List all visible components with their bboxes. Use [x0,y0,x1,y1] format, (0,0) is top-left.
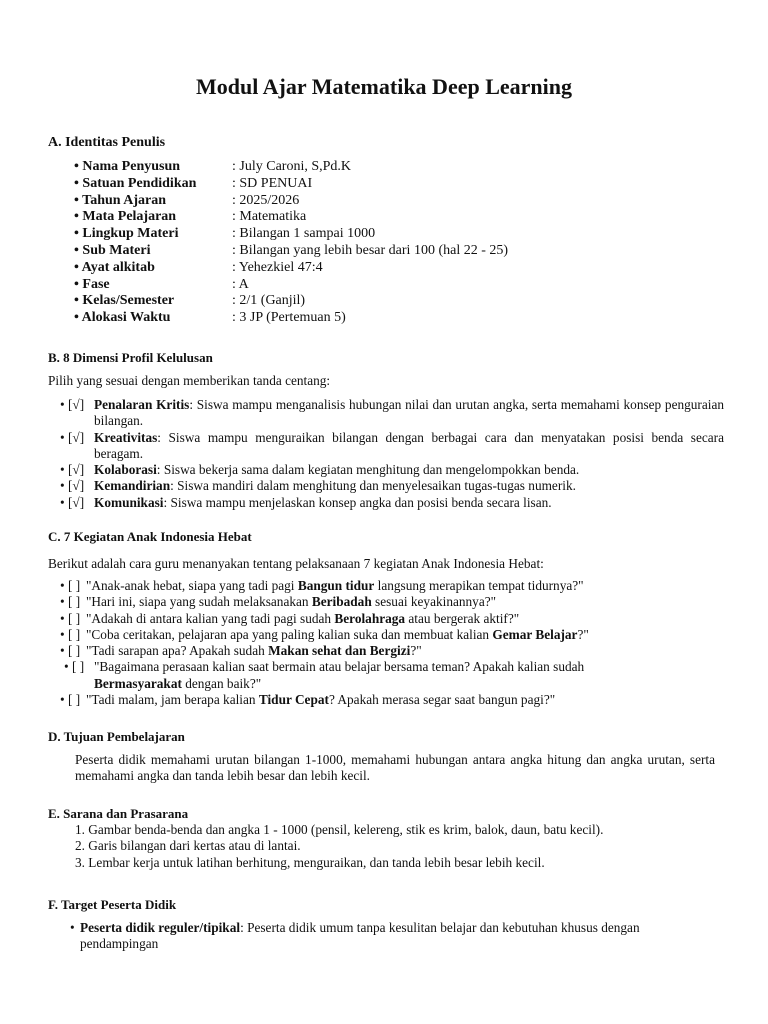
checkbox-empty[interactable]: • [ ] [60,692,81,708]
list-item: 1. Gambar benda-benda dan angka 1 - 1000 (pensil, kelereng, stik es krim, balok, daun, batu kecil). [75,822,604,837]
identity-value: : Bilangan 1 sampai 1000 [232,226,376,242]
item-text: : Siswa mandiri dalam menghitung dan menyelesaikan tugas-tugas numerik. [170,478,576,494]
list-item [60,627,700,643]
identity-key: • Nama Penyusun [74,159,181,174]
section-d-heading: D. Tujuan Pembelajaran [48,729,185,744]
item-keyword: Beribadah [311,594,372,610]
identity-row [74,159,508,176]
item-keyword: Makan sehat dan Bergizi [268,643,411,659]
item-label: Peserta didik reguler/tipikal [80,920,241,935]
list-item [60,495,724,511]
identity-key: • Lingkup Materi [74,226,179,242]
item-text: ? Apakah merasa segar saat bangun pagi?" [328,692,556,708]
list-item [60,578,700,594]
item-text: ?" [577,626,589,642]
item-label: Kemandirian [94,478,171,494]
identity-row [74,176,508,193]
item-text: "Bagaimana perasaan kalian saat bermain atau belajar bersama teman? Apakah kalian sudah [94,659,585,675]
item-keyword: Gemar Belajar [492,626,578,642]
item-label: Kolaborasi [94,462,157,478]
identity-key: • Mata Pelajaran [74,209,177,225]
item-label: Penalaran Kritis [94,397,190,412]
identity-value: : 2025/2026 [232,192,300,208]
item-text: "Tadi sarapan apa? Apakah sudah [86,643,269,659]
section-a-heading: A. Identitas Penulis [48,135,166,150]
section-b-intro: Pilih yang sesuai dengan memberikan tanda centang: [48,373,331,388]
item-text: : Siswa mampu menganalisis hubungan nilai dan urutan angka, serta memahami konsep penguraian bilangan. [94,397,724,429]
profile-dimension-list [60,397,724,511]
item-label: Kreativitas [94,429,158,445]
item-keyword: Bangun tidur [297,578,375,593]
checkbox-empty[interactable]: • [ ] [60,626,81,642]
section-e-heading: E. Sarana dan Prasarana [48,806,189,821]
identity-value: : Yehezkiel 47:4 [232,259,323,275]
item-text: "Tadi malam, jam berapa kalian [86,692,259,708]
item-keyword: Tidur Cepat [258,692,329,708]
item-text: : Peserta didik umum tanpa kesulitan belajar dan kebutuhan khusus dengan pendampingan [80,920,640,952]
item-text: langsung merapikan tempat tidurnya?" [374,578,584,593]
identity-key: • Fase [74,276,110,292]
item-text: atau bergerak aktif?" [405,610,520,626]
target-student-list [70,920,710,953]
identity-value: : A [232,276,249,292]
checkbox-empty[interactable]: • [ ] [64,659,85,675]
section-c-heading: C. 7 Kegiatan Anak Indonesia Hebat [48,529,252,544]
identity-value: : SD PENUAI [232,175,313,191]
item-text: dengan baik?" [181,675,262,691]
item-text: : Siswa bekerja sama dalam kegiatan menghitung dan mengelompokkan benda. [156,462,580,478]
checkbox-checked[interactable]: • [√] [60,429,85,445]
list-item: 3. Lembar kerja untuk latihan berhitung, menguraikan, dan tanda lebih besar lebih kecil. [75,854,545,870]
identity-value: : July Caroni, S,Pd.K [232,159,352,174]
section-b-heading: B. 8 Dimensi Profil Kelulusan [48,350,213,365]
identity-key: • Sub Materi [74,242,151,258]
item-label: Komunikasi [94,494,164,510]
identity-key: • Alokasi Waktu [74,310,171,326]
identity-row [74,277,508,294]
identity-value: : Matematika [232,209,307,225]
checkbox-empty[interactable]: • [ ] [60,643,81,659]
list-item [60,692,700,708]
identity-key: • Satuan Pendidikan [74,175,197,191]
item-text: sesuai keyakinannya?" [371,594,497,610]
list-item [60,594,700,610]
checkbox-empty[interactable]: • [ ] [60,594,81,610]
checkbox-empty[interactable]: • [ ] [60,578,81,593]
item-text: "Hari ini, siapa yang sudah melaksanakan [86,594,312,610]
item-text: "Coba ceritakan, pelajaran apa yang paling kalian suka dan membuat kalian [86,626,493,642]
item-text: : Siswa mampu menjelaskan konsep angka dan posisi benda secara lisan. [163,494,552,510]
identity-value: : 3 JP (Pertemuan 5) [232,310,346,326]
identity-row [74,243,508,260]
list-item [60,462,724,478]
identity-key: • Ayat alkitab [74,259,155,275]
identity-value: : 2/1 (Ganjil) [232,293,306,309]
list-item [64,659,654,692]
bullet: • [70,920,75,935]
identity-key: • Kelas/Semester [74,293,175,309]
item-text: : Siswa mampu menguraikan bilangan dengan berbagai cara dan menyatakan posisi benda secara beragam. [94,429,724,461]
checkbox-checked[interactable]: • [√] [60,494,85,510]
item-keyword: Berolahraga [334,610,406,626]
document-title: Modul Ajar Matematika Deep Learning [195,74,572,99]
identity-value: : Bilangan yang lebih besar dari 100 (hal 22 - 25) [232,242,509,258]
identity-row [74,293,508,310]
list-item [70,920,710,953]
item-text: "Adakah di antara kalian yang tadi pagi sudah [86,610,335,626]
checkbox-checked[interactable]: • [√] [60,478,85,494]
identity-row [74,193,508,210]
list-item [60,397,724,430]
activity-list [60,578,700,708]
item-text: ?" [410,643,422,659]
checkbox-checked[interactable]: • [√] [60,397,85,412]
identity-row [74,209,508,226]
section-c-intro: Berikut adalah cara guru menanyakan tentang pelaksanaan 7 kegiatan Anak Indonesia Hebat: [48,556,544,571]
item-keyword: Bermasyarakat [94,675,182,691]
section-f-heading: F. Target Peserta Didik [48,897,177,912]
list-item [60,478,724,494]
list-item [60,430,724,463]
list-item [60,611,700,627]
facilities-list [75,822,603,871]
checkbox-checked[interactable]: • [√] [60,462,85,478]
identity-row [74,226,508,243]
identity-row [74,260,508,277]
identity-list [74,159,508,327]
checkbox-empty[interactable]: • [ ] [60,610,81,626]
list-item [60,643,700,659]
list-item: 2. Garis bilangan dari kertas atau di lantai. [75,838,301,854]
item-text: "Anak-anak hebat, siapa yang tadi pagi [86,578,298,593]
learning-objective-text: Peserta didik memahami urutan bilangan 1-1000, memahami hubungan antara angka hitung dan angka urutan, serta memahami angka dan tanda lebih besar dan lebih kecil. [75,752,715,783]
identity-row [74,310,508,327]
identity-key: • Tahun Ajaran [74,192,167,208]
